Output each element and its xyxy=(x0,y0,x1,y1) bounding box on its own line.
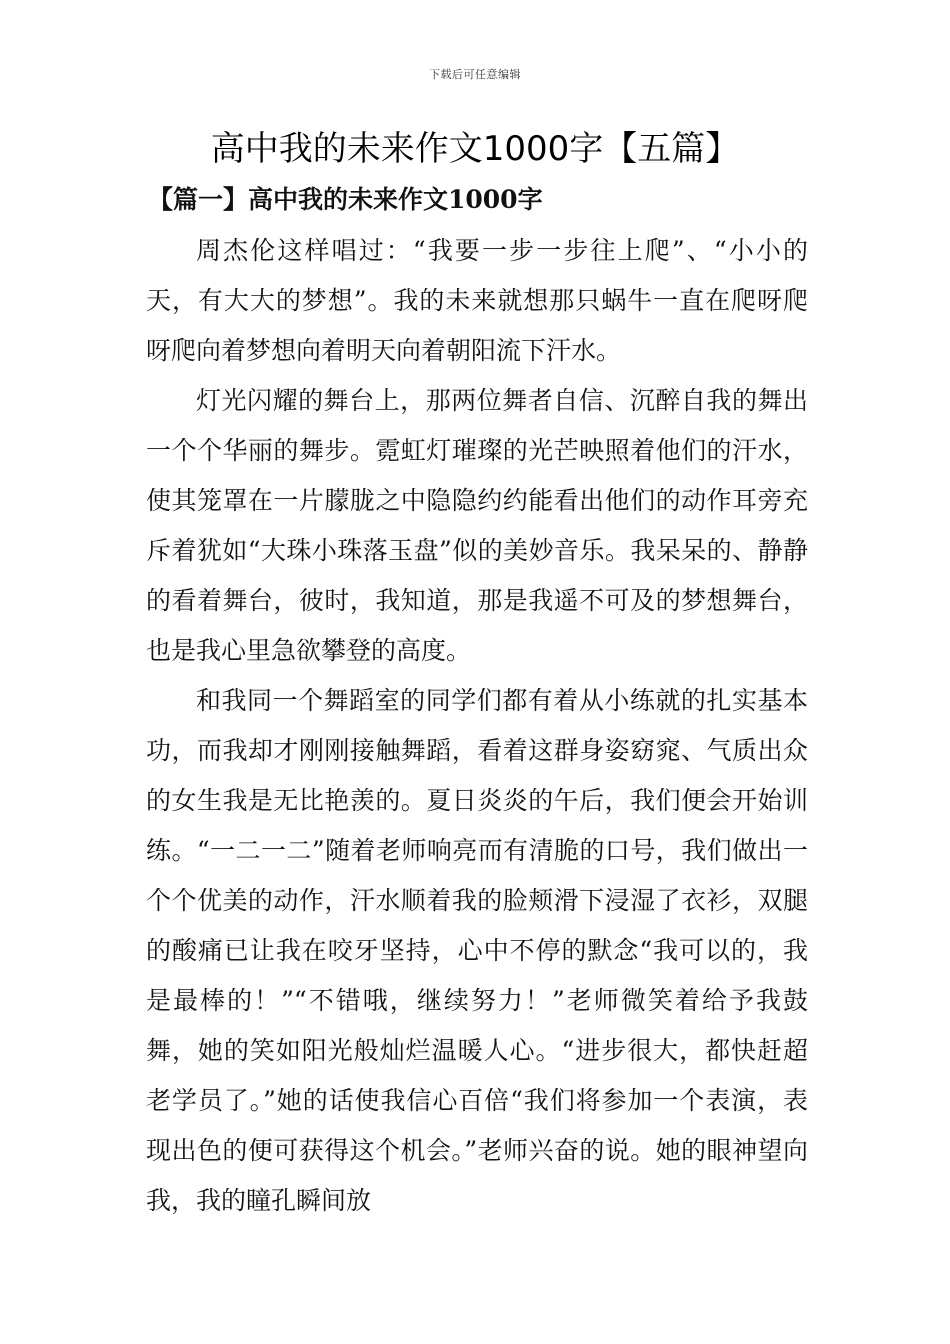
body-text xyxy=(146,226,808,1226)
section-heading: 【篇一】高中我的未来作文1000字 xyxy=(148,185,543,214)
paragraph-1: 周杰伦这样唱过：“我要一步一步往上爬”、“小小的天，有大大的梦想”。我的未来就想那只蜗牛一直在爬呀爬呀爬向着梦想向着明天向着朝阳流下汗水。 xyxy=(146,236,808,365)
paragraph-3: 和我同一个舞蹈室的同学们都有着从小练就的扎实基本功，而我却才刚刚接触舞蹈，看着这群身姿窈窕、气质出众的女生我是无比艳羡的。夏日炎炎的午后，我们便会开始训练。“一二一二”随着老师响亮而有清脆的口号，我们做出一个个优美的动作，汗水顺着我的脸颊滑下浸湿了衣衫，双腿的酸痛已让我在咬牙坚持，心中不停的默念“我可以的，我是最棒的！”“不错哦，继续努力！”老师微笑着给予我鼓舞，她的笑如阳光般灿烂温暖人心。“进步很大，都快赶超老学员了。”她的话使我信心百倍“我们将参加一个表演，表现出色的便可获得这个机会。”老师兴奋的说。她的眼神望向我，我的瞳孔瞬间放 xyxy=(146,686,808,1215)
header-note: 下载后可任意编辑 xyxy=(429,68,521,81)
paragraph-2: 灯光闪耀的舞台上，那两位舞者自信、沉醉自我的舞出一个个华丽的舞步。霓虹灯璀璨的光芒映照着他们的汗水，使其笼罩在一片朦胧之中隐隐约约能看出他们的动作耳旁充斥着犹如“大珠小珠落玉盘”似的美妙音乐。我呆呆的、静静的看着舞台，彼时，我知道，那是我遥不可及的梦想舞台，也是我心里急欲攀登的高度。 xyxy=(146,386,808,665)
page-title: 高中我的未来作文1000字【五篇】 xyxy=(210,129,740,169)
